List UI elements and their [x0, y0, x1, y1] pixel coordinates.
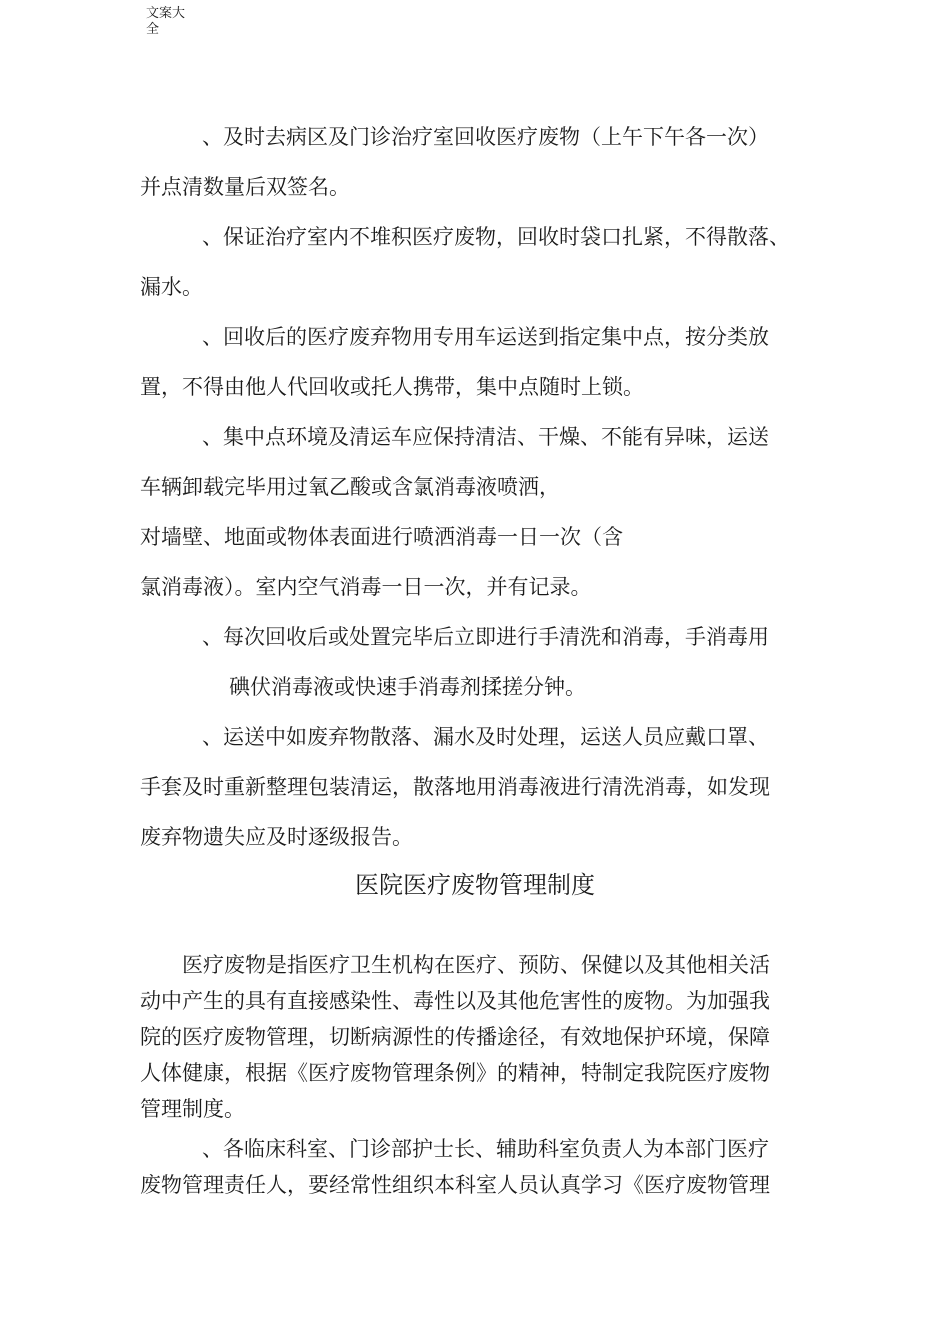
text-line: 废物管理责任人，要经常性组织本科室人员认真学习《医疗废物管理	[140, 1173, 770, 1197]
text-line: 、各临床科室、门诊部护士长、辅助科室负责人为本部门医疗	[202, 1137, 769, 1161]
text-line: 氯消毒液）。室内空气消毒一日一次，并有记录。	[140, 575, 592, 599]
header-label-line2: 全	[146, 22, 160, 37]
text-line: 管理制度。	[140, 1097, 245, 1121]
text-line: 、运送中如废弃物散落、漏水及时处理，运送人员应戴口罩、	[202, 725, 769, 749]
text-line: 人体健康，根据《医疗废物管理条例》的精神，特制定我院医疗废物	[140, 1061, 770, 1085]
header-label-line1: 文案大	[146, 6, 186, 21]
text-line: 、集中点环境及清运车应保持清洁、干燥、不能有异味，运送	[202, 425, 769, 449]
text-line: 置，不得由他人代回收或托人携带，集中点随时上锁。	[140, 375, 644, 399]
text-line: 废弃物遗失应及时逐级报告。	[140, 825, 413, 849]
text-line: 、保证治疗室内不堆积医疗废物，回收时袋口扎紧，不得散落、	[202, 225, 790, 249]
text-line: 院的医疗废物管理，切断病源性的传播途径，有效地保护环境，保障	[140, 1025, 770, 1049]
text-line: 、回收后的医疗废弃物用专用车运送到指定集中点，按分类放	[202, 325, 769, 349]
text-line: 碘伏消毒液或快速手消毒剂揉搓分钟。	[229, 675, 586, 699]
document-title: 医院医疗废物管理制度	[355, 871, 595, 899]
text-line: 车辆卸载完毕用过氧乙酸或含氯消毒液喷洒，	[140, 475, 560, 499]
text-line: 、每次回收后或处置完毕后立即进行手清洗和消毒，手消毒用	[202, 625, 769, 649]
text-line: 动中产生的具有直接感染性、毒性以及其他危害性的废物。为加强我	[140, 989, 770, 1013]
text-line: 医疗废物是指医疗卫生机构在医疗、预防、保健以及其他相关活	[182, 953, 770, 977]
text-line: 、及时去病区及门诊治疗室回收医疗废物（上午下午各一次）	[202, 125, 769, 149]
text-line: 手套及时重新整理包装清运，散落地用消毒液进行清洗消毒，如发现	[140, 775, 770, 799]
text-line: 对墙壁、地面或物体表面进行喷洒消毒一日一次（含	[140, 525, 623, 549]
text-line: 漏水。	[140, 275, 203, 299]
page-header	[146, 6, 206, 38]
text-line: 并点清数量后双签名。	[140, 175, 350, 199]
